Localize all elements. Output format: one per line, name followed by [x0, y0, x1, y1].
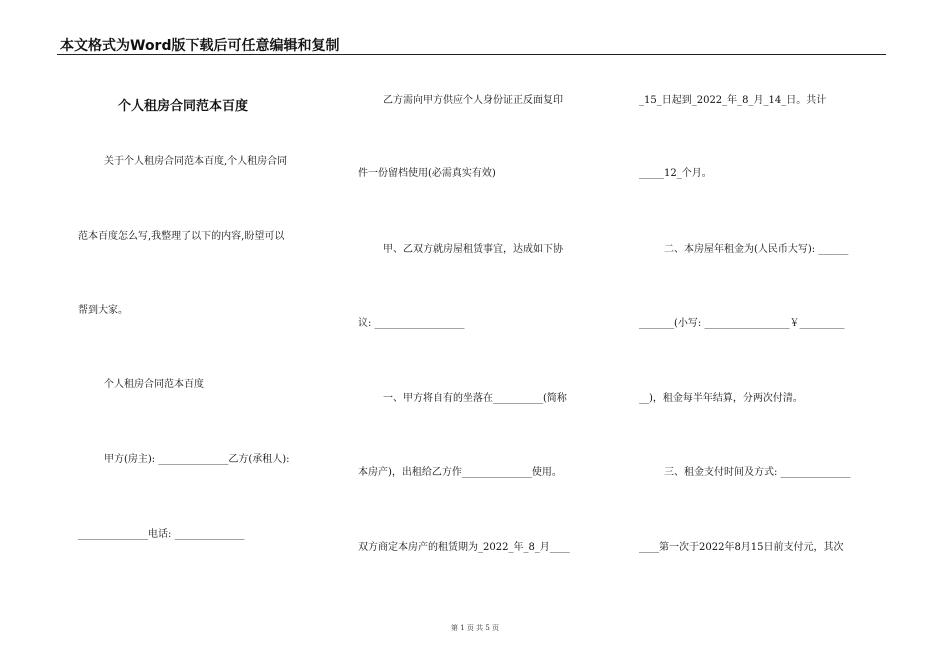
text-line: 二、本房屋年租金为(人民币大写): ______: [664, 244, 849, 255]
text-line: 帮到大家。: [78, 305, 128, 316]
text-line: 范本百度怎么写,我整理了以下的内容,盼望可以: [78, 231, 285, 242]
text-line: 乙方需向甲方供应个人身份证正反面复印: [383, 95, 563, 106]
text-line: 议: __________________: [358, 318, 465, 329]
text-line: ____第一次于2022年8月15日前支付元，其次: [639, 542, 844, 553]
text-line: 件一份留档使用(必需真实有效): [358, 168, 496, 179]
text-line: 关于个人租房合同范本百度,个人租房合同: [104, 156, 288, 167]
text-line: __)，租金每半年结算，分两次付清。: [639, 393, 803, 404]
document-title: 个人租房合同范本百度: [118, 99, 249, 114]
text-line: _15_日起到_2022_年_8_月_14_日。共计: [639, 95, 827, 106]
text-line: _____12_个月。: [639, 168, 712, 179]
text-line: 个人租房合同范本百度: [104, 379, 204, 390]
text-line: 一、甲方将自有的坐落在__________(简称: [383, 393, 567, 404]
column-3: [639, 0, 889, 672]
text-line: 甲方(房主): ______________乙方(承租人):: [104, 454, 290, 465]
text-line: 本房产)，出租给乙方作______________使用。: [358, 467, 562, 478]
page-number: 第 1 页 共 5 页: [450, 624, 500, 632]
text-line: _______(小写: _________________￥_________: [639, 318, 845, 329]
text-line: 双方商定本房产的租赁期为_2022_年_8_月____: [358, 542, 570, 553]
column-2: [358, 0, 608, 672]
text-line: 三、租金支付时间及方式: ______________: [664, 467, 851, 478]
column-1: [78, 0, 328, 672]
header-title: 本文格式为Word版下载后可任意编辑和复制: [60, 38, 340, 54]
text-line: ______________电话: ______________: [78, 529, 245, 540]
text-line: 甲、乙双方就房屋租赁事宜，达成如下协: [383, 244, 563, 255]
